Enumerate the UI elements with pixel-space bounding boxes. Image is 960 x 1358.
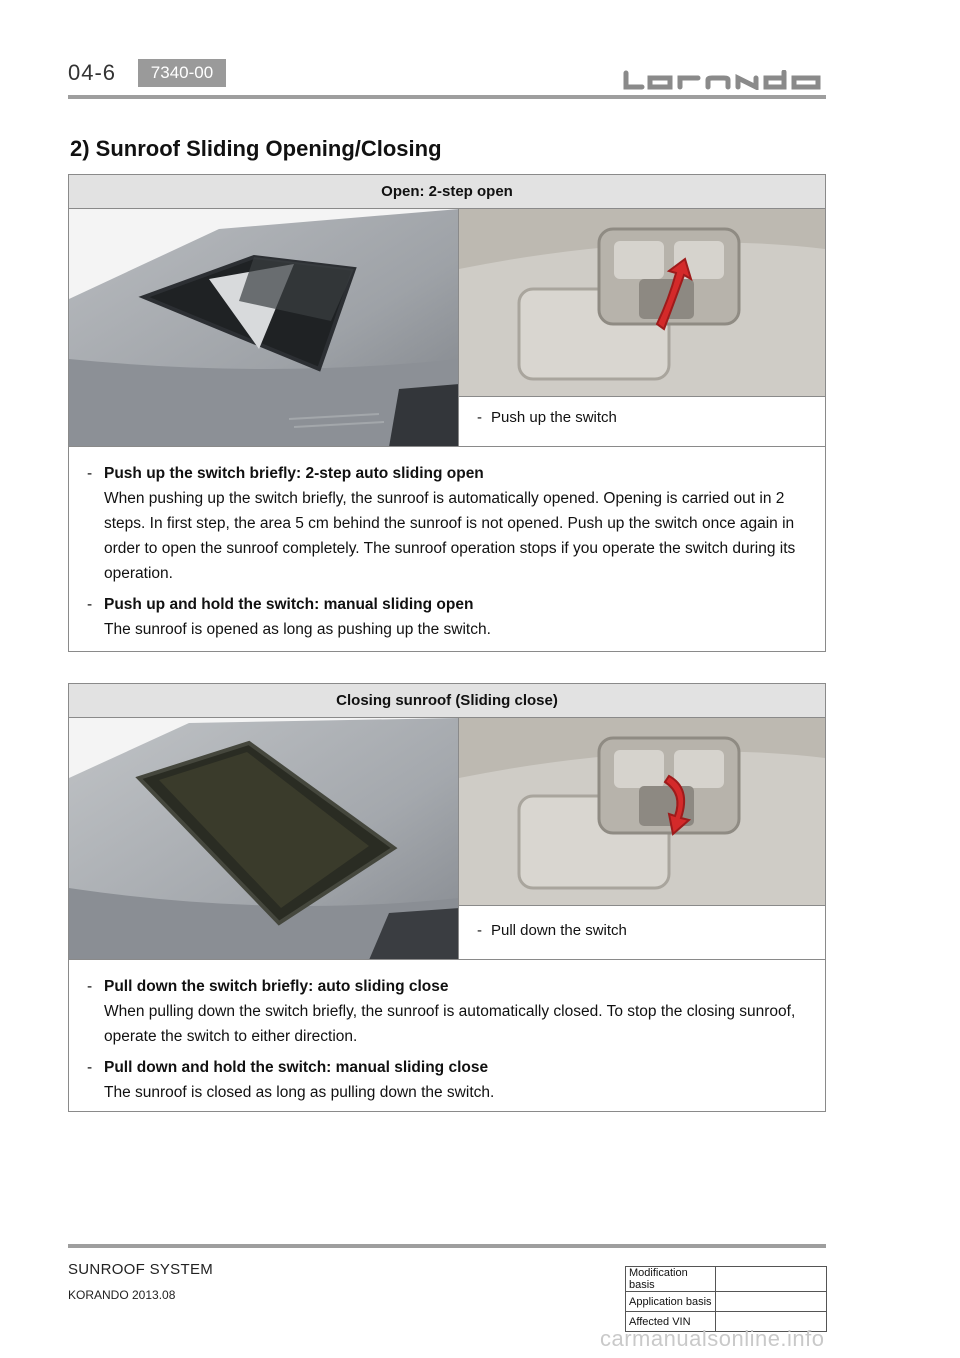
basis-label: Affected VIN bbox=[626, 1312, 716, 1332]
basis-table bbox=[625, 1266, 827, 1332]
close-panel bbox=[68, 683, 826, 1112]
item-body: When pushing up the switch briefly, the sunroof is automatically opened. Opening is carried out in 2 steps. In first step, the area 5 cm behind the sunroof is not opened. Push up the switch once again in order to open the sunroof completely. The sunroof operation stops if you operate the switch during its operation. bbox=[104, 490, 796, 582]
sunroof-open-photo bbox=[69, 209, 459, 446]
car-roof-open-illustration bbox=[69, 209, 459, 446]
close-panel-header: Closing sunroof (Sliding close) bbox=[69, 684, 825, 718]
item-title: Push up and hold the switch: manual sliding open bbox=[104, 596, 474, 613]
page-number: 04-6 bbox=[68, 60, 117, 85]
close-caption bbox=[477, 906, 627, 959]
basis-label: Application basis bbox=[626, 1292, 716, 1312]
caption-dash: - bbox=[477, 409, 482, 426]
bullet-dash: - bbox=[87, 596, 93, 613]
open-description bbox=[69, 447, 825, 642]
watermark: carmanualsonline.info bbox=[600, 1326, 825, 1351]
model-date: KORANDO 2013.08 bbox=[68, 1288, 176, 1302]
open-caption-text: Push up the switch bbox=[491, 409, 617, 426]
footer-rule bbox=[68, 1244, 826, 1248]
open-image-row bbox=[69, 209, 825, 447]
close-caption-text: Pull down the switch bbox=[491, 922, 627, 939]
switch-pull-photo bbox=[459, 718, 825, 906]
item-title: Pull down the switch briefly: auto sliding close bbox=[104, 978, 449, 995]
item-title: Push up the switch briefly: 2-step auto sliding open bbox=[104, 465, 484, 482]
bullet-dash: - bbox=[87, 465, 93, 482]
table-row bbox=[626, 1267, 827, 1292]
bullet-dash: - bbox=[87, 1059, 93, 1076]
item-body: The sunroof is opened as long as pushing up the switch. bbox=[104, 621, 491, 638]
item-title: Pull down and hold the switch: manual sliding close bbox=[104, 1059, 489, 1076]
switch-push-cell bbox=[459, 209, 825, 446]
close-description bbox=[69, 960, 825, 1105]
section-code-badge: 7340-00 bbox=[138, 59, 226, 87]
basis-value bbox=[716, 1267, 827, 1292]
basis-value bbox=[716, 1292, 827, 1312]
list-item bbox=[87, 974, 805, 1049]
open-panel bbox=[68, 174, 826, 652]
header-rule bbox=[68, 95, 826, 99]
overhead-console-push-illustration bbox=[459, 209, 825, 397]
list-item bbox=[87, 1055, 805, 1105]
item-body: The sunroof is closed as long as pulling down the switch. bbox=[104, 1084, 495, 1101]
sunroof-closed-photo bbox=[69, 718, 459, 959]
close-image-row bbox=[69, 718, 825, 960]
section-title: 2) Sunroof Sliding Opening/Closing bbox=[70, 136, 442, 161]
system-name: SUNROOF SYSTEM bbox=[68, 1261, 214, 1278]
car-roof-closed-illustration bbox=[69, 718, 459, 959]
open-panel-header: Open: 2-step open bbox=[69, 175, 825, 209]
open-caption bbox=[477, 397, 617, 446]
item-body: When pulling down the switch briefly, the sunroof is automatically closed. To stop the closing sunroof, operate the switch to either direction. bbox=[104, 1003, 796, 1045]
caption-dash: - bbox=[477, 922, 482, 939]
table-row bbox=[626, 1292, 827, 1312]
switch-push-photo bbox=[459, 209, 825, 397]
switch-pull-cell bbox=[459, 718, 825, 959]
list-item bbox=[87, 461, 805, 586]
basis-label: Modification basis bbox=[626, 1267, 716, 1292]
list-item bbox=[87, 592, 805, 642]
overhead-console-pull-illustration bbox=[459, 718, 825, 906]
korando-logo bbox=[622, 70, 826, 90]
bullet-dash: - bbox=[87, 978, 93, 995]
